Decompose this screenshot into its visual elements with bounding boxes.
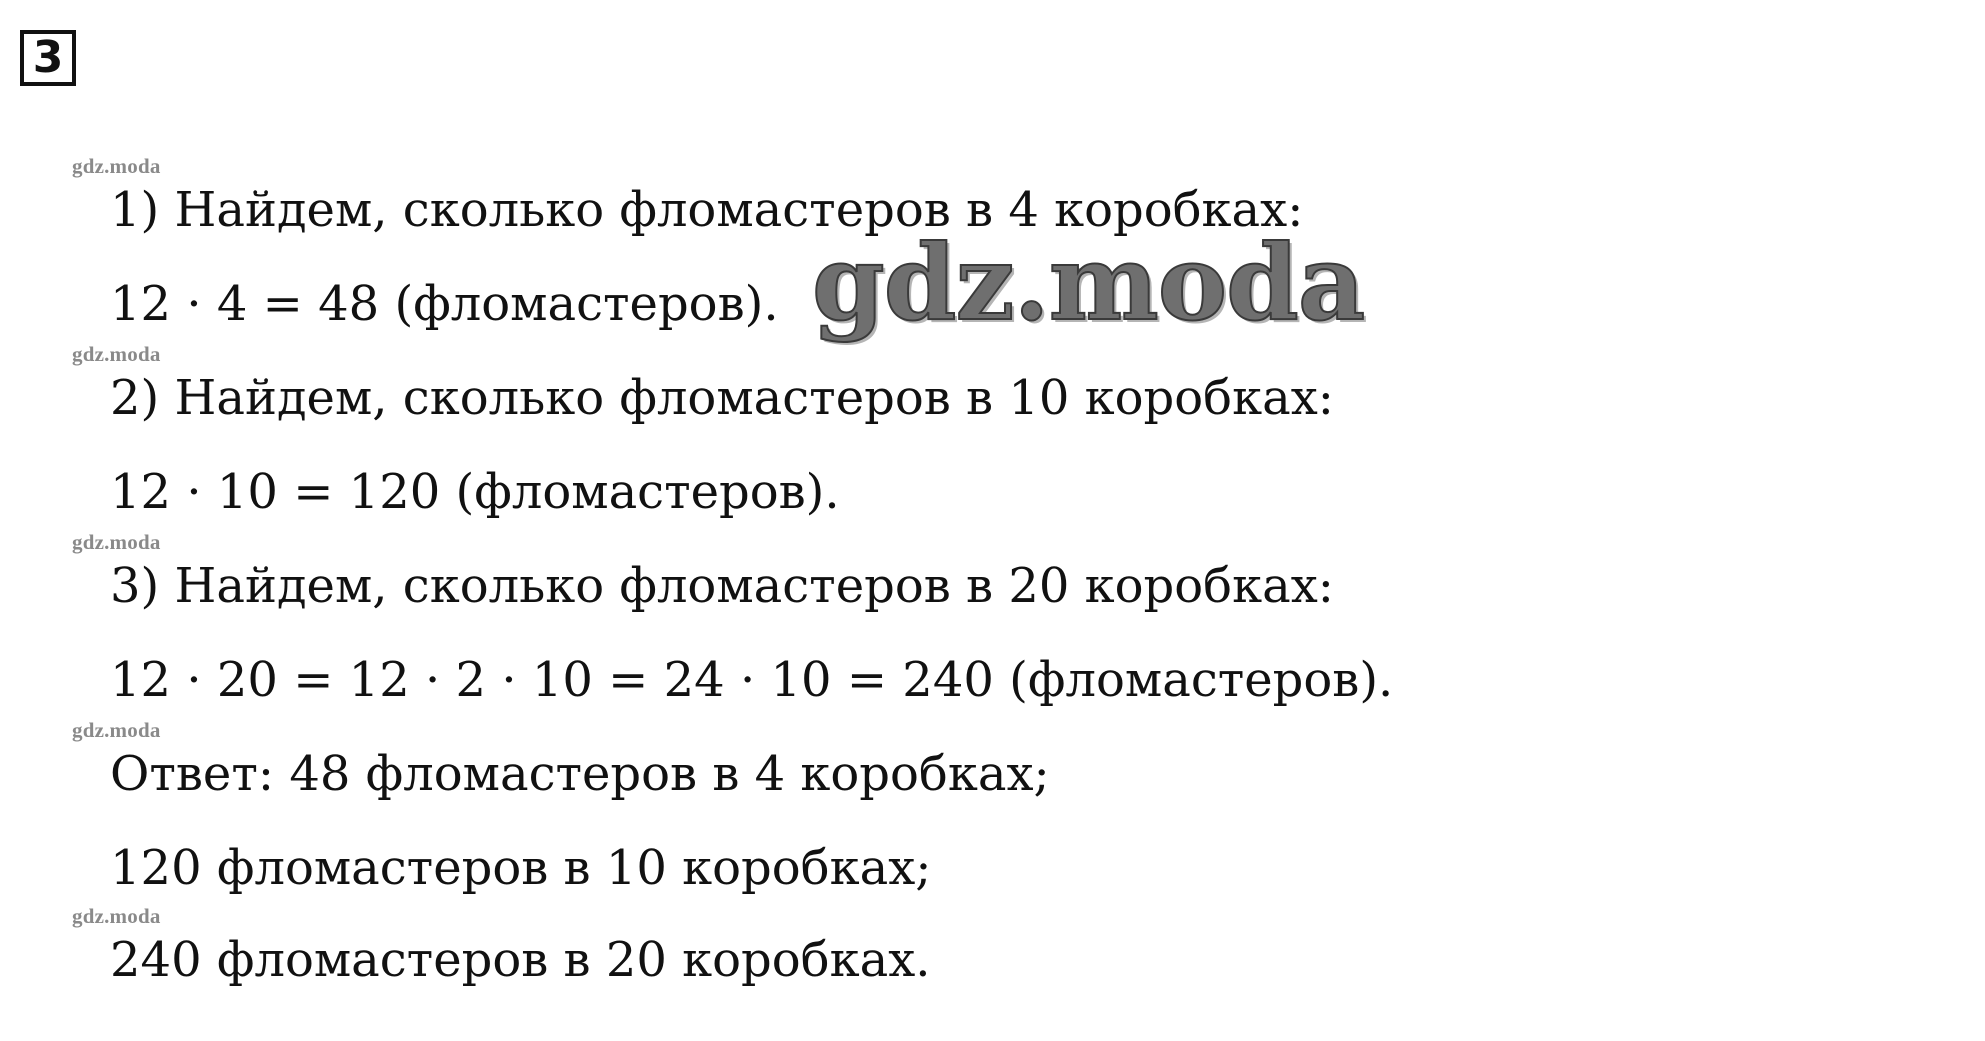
solution-step-3-calc: 12 · 20 = 12 · 2 · 10 = 24 · 10 = 240 (фломастеров). xyxy=(110,652,1394,708)
solution-step-1-text: 1) Найдем, сколько фломастеров в 4 коробках: xyxy=(110,182,1304,238)
watermark-small: gdz.moda xyxy=(72,342,161,366)
solution-step-3-text: 3) Найдем, сколько фломастеров в 20 коробках: xyxy=(110,558,1334,614)
task-number-box: 3 xyxy=(20,30,76,86)
answer-line-3: 240 фломастеров в 20 коробках. xyxy=(110,932,931,988)
answer-line-1: Ответ: 48 фломастеров в 4 коробках; xyxy=(110,746,1050,802)
watermark-small: gdz.moda xyxy=(72,904,161,928)
watermark-logo: gdz.moda xyxy=(812,221,1365,344)
watermark-small: gdz.moda xyxy=(72,718,161,742)
solution-step-2-text: 2) Найдем, сколько фломастеров в 10 коробках: xyxy=(110,370,1334,426)
watermark-small: gdz.moda xyxy=(72,154,161,178)
solution-step-1-calc: 12 · 4 = 48 (фломастеров). xyxy=(110,276,779,332)
answer-line-2: 120 фломастеров в 10 коробках; xyxy=(110,840,932,896)
watermark-small: gdz.moda xyxy=(72,530,161,554)
solution-step-2-calc: 12 · 10 = 120 (фломастеров). xyxy=(110,464,840,520)
